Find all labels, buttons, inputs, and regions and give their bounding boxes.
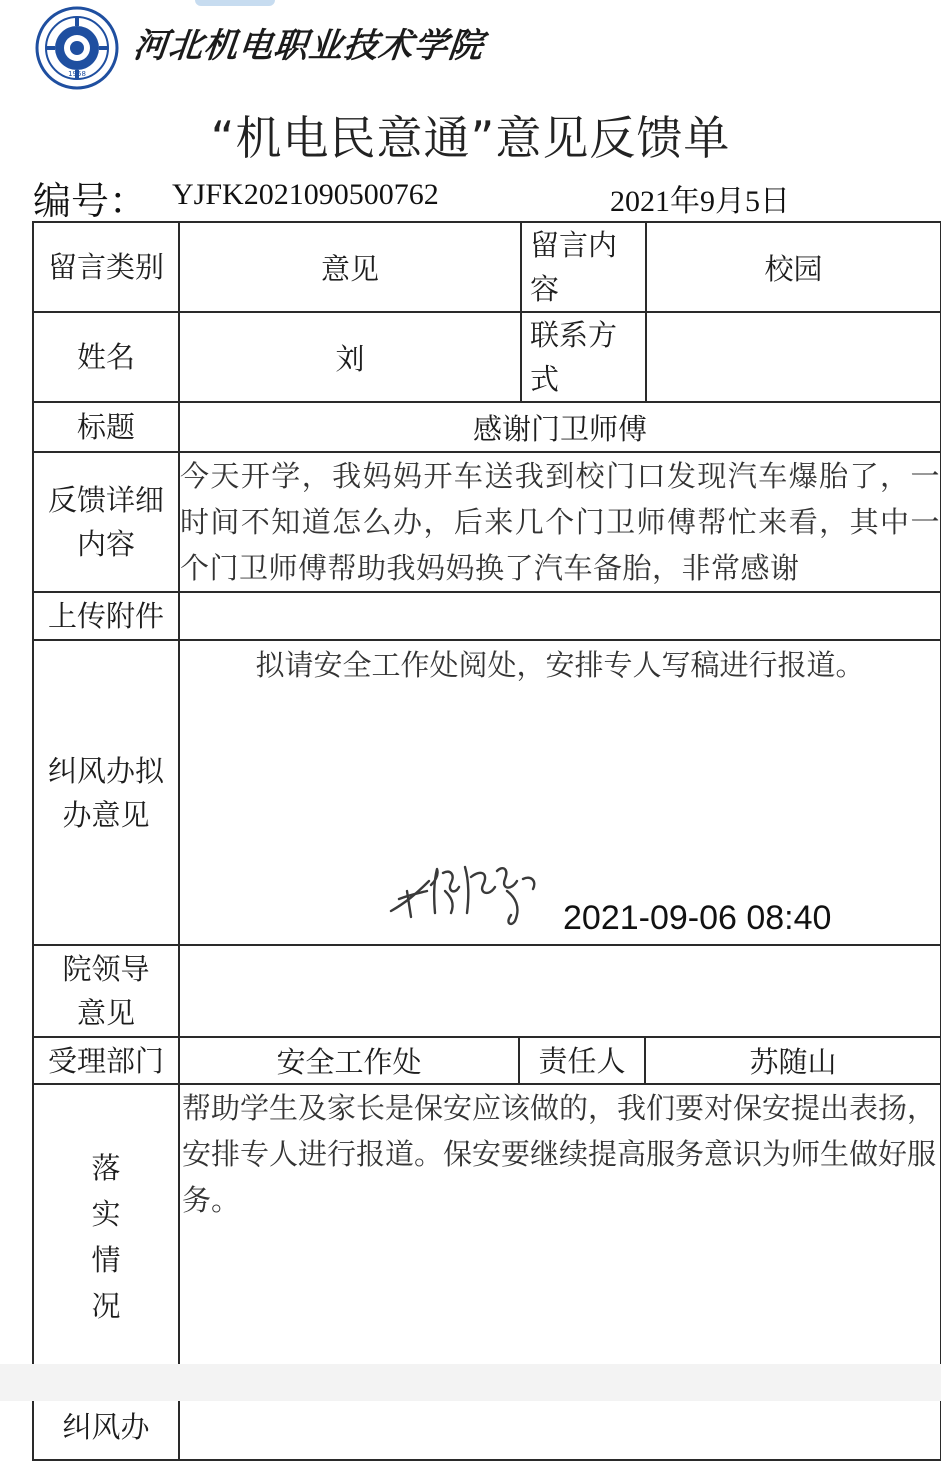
contact-label: 联系方式 bbox=[521, 312, 646, 402]
leader-opinion-label-line-1: 院领导 bbox=[62, 952, 150, 986]
category-value: 意见 bbox=[179, 222, 521, 312]
discipline-opinion-label bbox=[33, 640, 179, 945]
title-value: 感谢门卫师傅 bbox=[179, 402, 941, 452]
discipline-opinion-cell bbox=[179, 640, 941, 945]
number-value: YJFK2021090500762 bbox=[172, 178, 439, 211]
row-discipline-opinion bbox=[33, 640, 941, 945]
last-row-label: 纠风办 bbox=[33, 1390, 179, 1460]
name-label: 姓名 bbox=[33, 312, 179, 402]
row-implementation bbox=[33, 1084, 941, 1390]
responsible-value: 苏随山 bbox=[749, 1045, 837, 1079]
row-department bbox=[33, 1037, 941, 1084]
implementation-text: 帮助学生及家长是保安应该做的，我们要对保安提出表扬，安排专人进行报道。保安要继续提高服务意识为师生做好服务。 bbox=[182, 1091, 937, 1217]
emblem-year: 1958 bbox=[68, 70, 86, 78]
name-value: 刘 bbox=[179, 312, 521, 402]
document-title: “机电民意通”意见反馈单 bbox=[210, 111, 731, 165]
detail-label-line-2: 内容 bbox=[76, 527, 135, 561]
dept-row-cell bbox=[179, 1037, 941, 1084]
row-category bbox=[33, 222, 941, 312]
discipline-opinion-label-line-1: 纠风办拟 bbox=[47, 753, 164, 788]
bottom-bar bbox=[0, 1364, 941, 1401]
discipline-opinion-text: 拟请安全工作处阅处，安排专人写稿进行报道。 bbox=[255, 648, 865, 682]
handwritten-signature bbox=[385, 851, 555, 931]
feedback-form-table bbox=[32, 221, 941, 1461]
row-title bbox=[33, 402, 941, 452]
dept-inner-table bbox=[180, 1038, 940, 1083]
implementation-label bbox=[33, 1084, 179, 1390]
content-label: 留言内容 bbox=[521, 222, 646, 312]
category-label: 留言类别 bbox=[33, 222, 179, 312]
detail-text: 今天开学，我妈妈开车送我到校门口发现汽车爆胎了，一时间不知道怎么办，后来几个门卫师傅帮忙来看，其中一个门卫师傅帮助我妈妈换了汽车备胎，非常感谢 bbox=[179, 452, 941, 592]
implementation-label-char-4: 况 bbox=[91, 1289, 121, 1323]
leader-opinion-label-line-2: 意见 bbox=[76, 996, 135, 1030]
discipline-opinion-time: 2021-09-06 08:40 bbox=[563, 899, 832, 937]
number-label: 编号： bbox=[33, 179, 148, 223]
implementation-cell bbox=[179, 1084, 941, 1390]
implementation-label-char-2: 实 bbox=[91, 1197, 121, 1231]
college-emblem-icon bbox=[28, 6, 126, 90]
content-value: 校园 bbox=[646, 222, 941, 312]
row-detail bbox=[33, 452, 941, 592]
document-meta bbox=[0, 168, 941, 223]
implementation-label-char-1: 落 bbox=[91, 1151, 121, 1185]
discipline-opinion-label-line-2: 办意见 bbox=[62, 797, 150, 832]
implementation-label-char-3: 情 bbox=[91, 1243, 121, 1277]
school-name: 河北机电职业技术学院 bbox=[131, 26, 486, 66]
leader-opinion-value bbox=[179, 945, 941, 1037]
title-label: 标题 bbox=[33, 402, 179, 452]
document-header bbox=[0, 0, 941, 165]
detail-label bbox=[33, 452, 179, 592]
responsible-label: 责任人 bbox=[519, 1038, 645, 1083]
row-leader-opinion bbox=[33, 945, 941, 1037]
row-attachment bbox=[33, 592, 941, 640]
detail-label-line-1: 反馈详细 bbox=[47, 483, 164, 517]
dept-label: 受理部门 bbox=[33, 1037, 179, 1084]
submit-date: 2021年9月5日 bbox=[610, 185, 790, 218]
attachment-label: 上传附件 bbox=[33, 592, 179, 640]
row-name bbox=[33, 312, 941, 402]
attachment-value[interactable] bbox=[179, 592, 941, 640]
leader-opinion-label bbox=[33, 945, 179, 1037]
contact-value bbox=[646, 312, 941, 402]
dept-value: 安全工作处 bbox=[180, 1038, 519, 1083]
